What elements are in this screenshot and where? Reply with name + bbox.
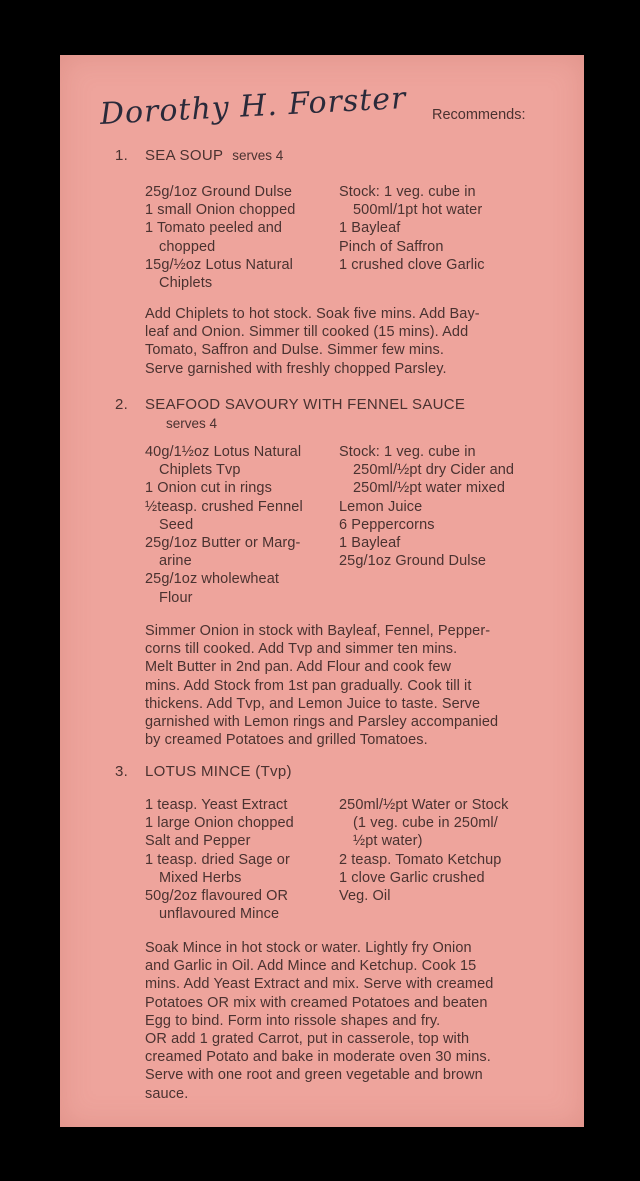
method-line: garnished with Lemon rings and Parsley accompanied [145, 714, 499, 731]
recipe-3-number: 3. [115, 763, 129, 780]
ingredient-line: 40g/1½oz Lotus Natural [145, 444, 302, 460]
method-line: Serve with one root and green vegetable and brown [145, 1067, 483, 1084]
ingredient-line: ½pt water) [353, 833, 423, 850]
ingredient-line: 1 Bayleaf [339, 220, 401, 237]
ingredient-line: 1 Onion cut in rings [145, 480, 272, 497]
method-line: Simmer Onion in stock with Bayleaf, Fennel, Pepper- [145, 623, 491, 639]
recipe-1-right-ingredients [339, 183, 485, 274]
method-line: Soak Mince in hot stock or water. Lightly fry Onion [145, 940, 472, 956]
ingredient-line: Mixed Herbs [159, 869, 242, 886]
ingredient-line: 25g/1oz wholewheat [145, 571, 280, 588]
recipe-2-title: SEAFOOD SAVOURY WITH FENNEL SAUCE [145, 396, 466, 413]
method-line: mins. Add Yeast Extract and mix. Serve with creamed [145, 976, 494, 993]
recipe-3-right-ingredients [339, 796, 508, 905]
method-line: Serve garnished with freshly chopped Parsley. [145, 360, 447, 377]
ingredient-line: Veg. Oil [339, 888, 391, 905]
ingredient-line: 1 clove Garlic crushed [339, 869, 485, 886]
method-line: mins. Add Stock from 1st pan gradually. Cook till it [145, 677, 472, 694]
ingredient-line: 1 large Onion chopped [145, 815, 294, 832]
ingredient-line: chopped [159, 238, 216, 255]
ingredient-line: Chiplets Tvp [159, 462, 241, 479]
method-line: sauce. [145, 1085, 189, 1102]
recipe-2-serves-line [166, 415, 217, 433]
method-line: Add Chiplets to hot stock. Soak five mins. Add Bay- [145, 306, 480, 322]
ingredient-line: (1 veg. cube in 250ml/ [353, 815, 498, 832]
recipe-2-number: 2. [115, 396, 129, 413]
recipe-3-heading [115, 763, 292, 781]
recipe-2-left-ingredients [145, 443, 303, 607]
ingredient-line: 25g/1oz Ground Dulse [339, 553, 487, 570]
ingredient-line: 500ml/1pt hot water [353, 202, 483, 219]
method-line: corns till cooked. Add Tvp and simmer ten mins. [145, 641, 458, 658]
ingredient-line: unflavoured Mince [159, 906, 280, 923]
recipe-2-heading [115, 396, 465, 414]
method-line: Tomato, Saffron and Dulse. Simmer few mins. [145, 342, 444, 359]
method-line: Potatoes OR mix with creamed Potatoes and beaten [145, 994, 488, 1011]
recipe-3-title: LOTUS MINCE [145, 763, 251, 780]
recipe-2-method [145, 622, 498, 749]
recipe-1-serves: serves 4 [232, 148, 284, 163]
recipe-3-left-ingredients [145, 796, 294, 923]
method-line: thickens. Add Tvp, and Lemon Juice to taste. Serve [145, 695, 481, 712]
recipe-1-title: SEA SOUP [145, 147, 224, 164]
ingredient-line: Stock: 1 veg. cube in [339, 444, 476, 460]
recipe-2-serves: serves 4 [166, 416, 218, 431]
method-line: Egg to bind. Form into rissole shapes and fry. [145, 1012, 441, 1029]
ingredient-line: Flour [159, 589, 193, 606]
ingredient-line: 1 teasp. dried Sage or [145, 851, 290, 868]
ingredient-line: arine [159, 553, 192, 570]
method-line: OR add 1 grated Carrot, put in casserole, top with [145, 1031, 470, 1048]
ingredient-line: 1 small Onion chopped [145, 202, 296, 219]
method-line: creamed Potato and bake in moderate oven 30 mins. [145, 1049, 491, 1066]
recipe-2-right-ingredients [339, 443, 514, 570]
recipe-3-note: (Tvp) [255, 763, 292, 780]
ingredient-line: 2 teasp. Tomato Ketchup [339, 851, 502, 868]
ingredient-line: Salt and Pepper [145, 833, 251, 850]
ingredient-line: 15g/½oz Lotus Natural [145, 256, 293, 273]
method-line: and Garlic in Oil. Add Mince and Ketchup. Cook 15 [145, 958, 477, 975]
ingredient-line: 1 Bayleaf [339, 535, 401, 552]
ingredient-line: Pinch of Saffron [339, 238, 444, 255]
method-line: by creamed Potatoes and grilled Tomatoes. [145, 732, 428, 749]
method-line: Melt Butter in 2nd pan. Add Flour and cook few [145, 659, 452, 676]
ingredient-line: 1 teasp. Yeast Extract [145, 797, 288, 813]
ingredient-line: 1 crushed clove Garlic [339, 256, 485, 273]
recipe-1-heading [115, 147, 283, 165]
recipe-card [60, 55, 584, 1127]
ingredient-line: 50g/2oz flavoured OR [145, 888, 289, 905]
ingredient-line: ½teasp. crushed Fennel [145, 498, 303, 515]
recipe-3-method [145, 939, 493, 1103]
handwritten-signature: Dorothy H. Forster [99, 80, 408, 132]
ingredient-line: 6 Peppercorns [339, 516, 435, 533]
ingredient-line: 25g/1oz Butter or Marg- [145, 535, 301, 552]
ingredient-line: Stock: 1 veg. cube in [339, 184, 476, 200]
recipe-1-number: 1. [115, 147, 129, 164]
ingredient-line: 250ml/½pt Water or Stock [339, 797, 509, 813]
ingredient-line: 250ml/½pt dry Cider and [353, 462, 515, 479]
method-line: leaf and Onion. Simmer till cooked (15 mins). Add [145, 324, 469, 341]
recommends-label: Recommends: [432, 107, 526, 123]
ingredient-line: 250ml/½pt water mixed [353, 480, 505, 497]
recipe-1-method [145, 305, 480, 378]
ingredient-line: Seed [159, 516, 194, 533]
ingredient-line: 25g/1oz Ground Dulse [145, 184, 293, 200]
ingredient-line: Chiplets [159, 275, 213, 292]
recipe-1-left-ingredients [145, 183, 295, 292]
ingredient-line: Lemon Juice [339, 498, 423, 515]
ingredient-line: 1 Tomato peeled and [145, 220, 283, 237]
